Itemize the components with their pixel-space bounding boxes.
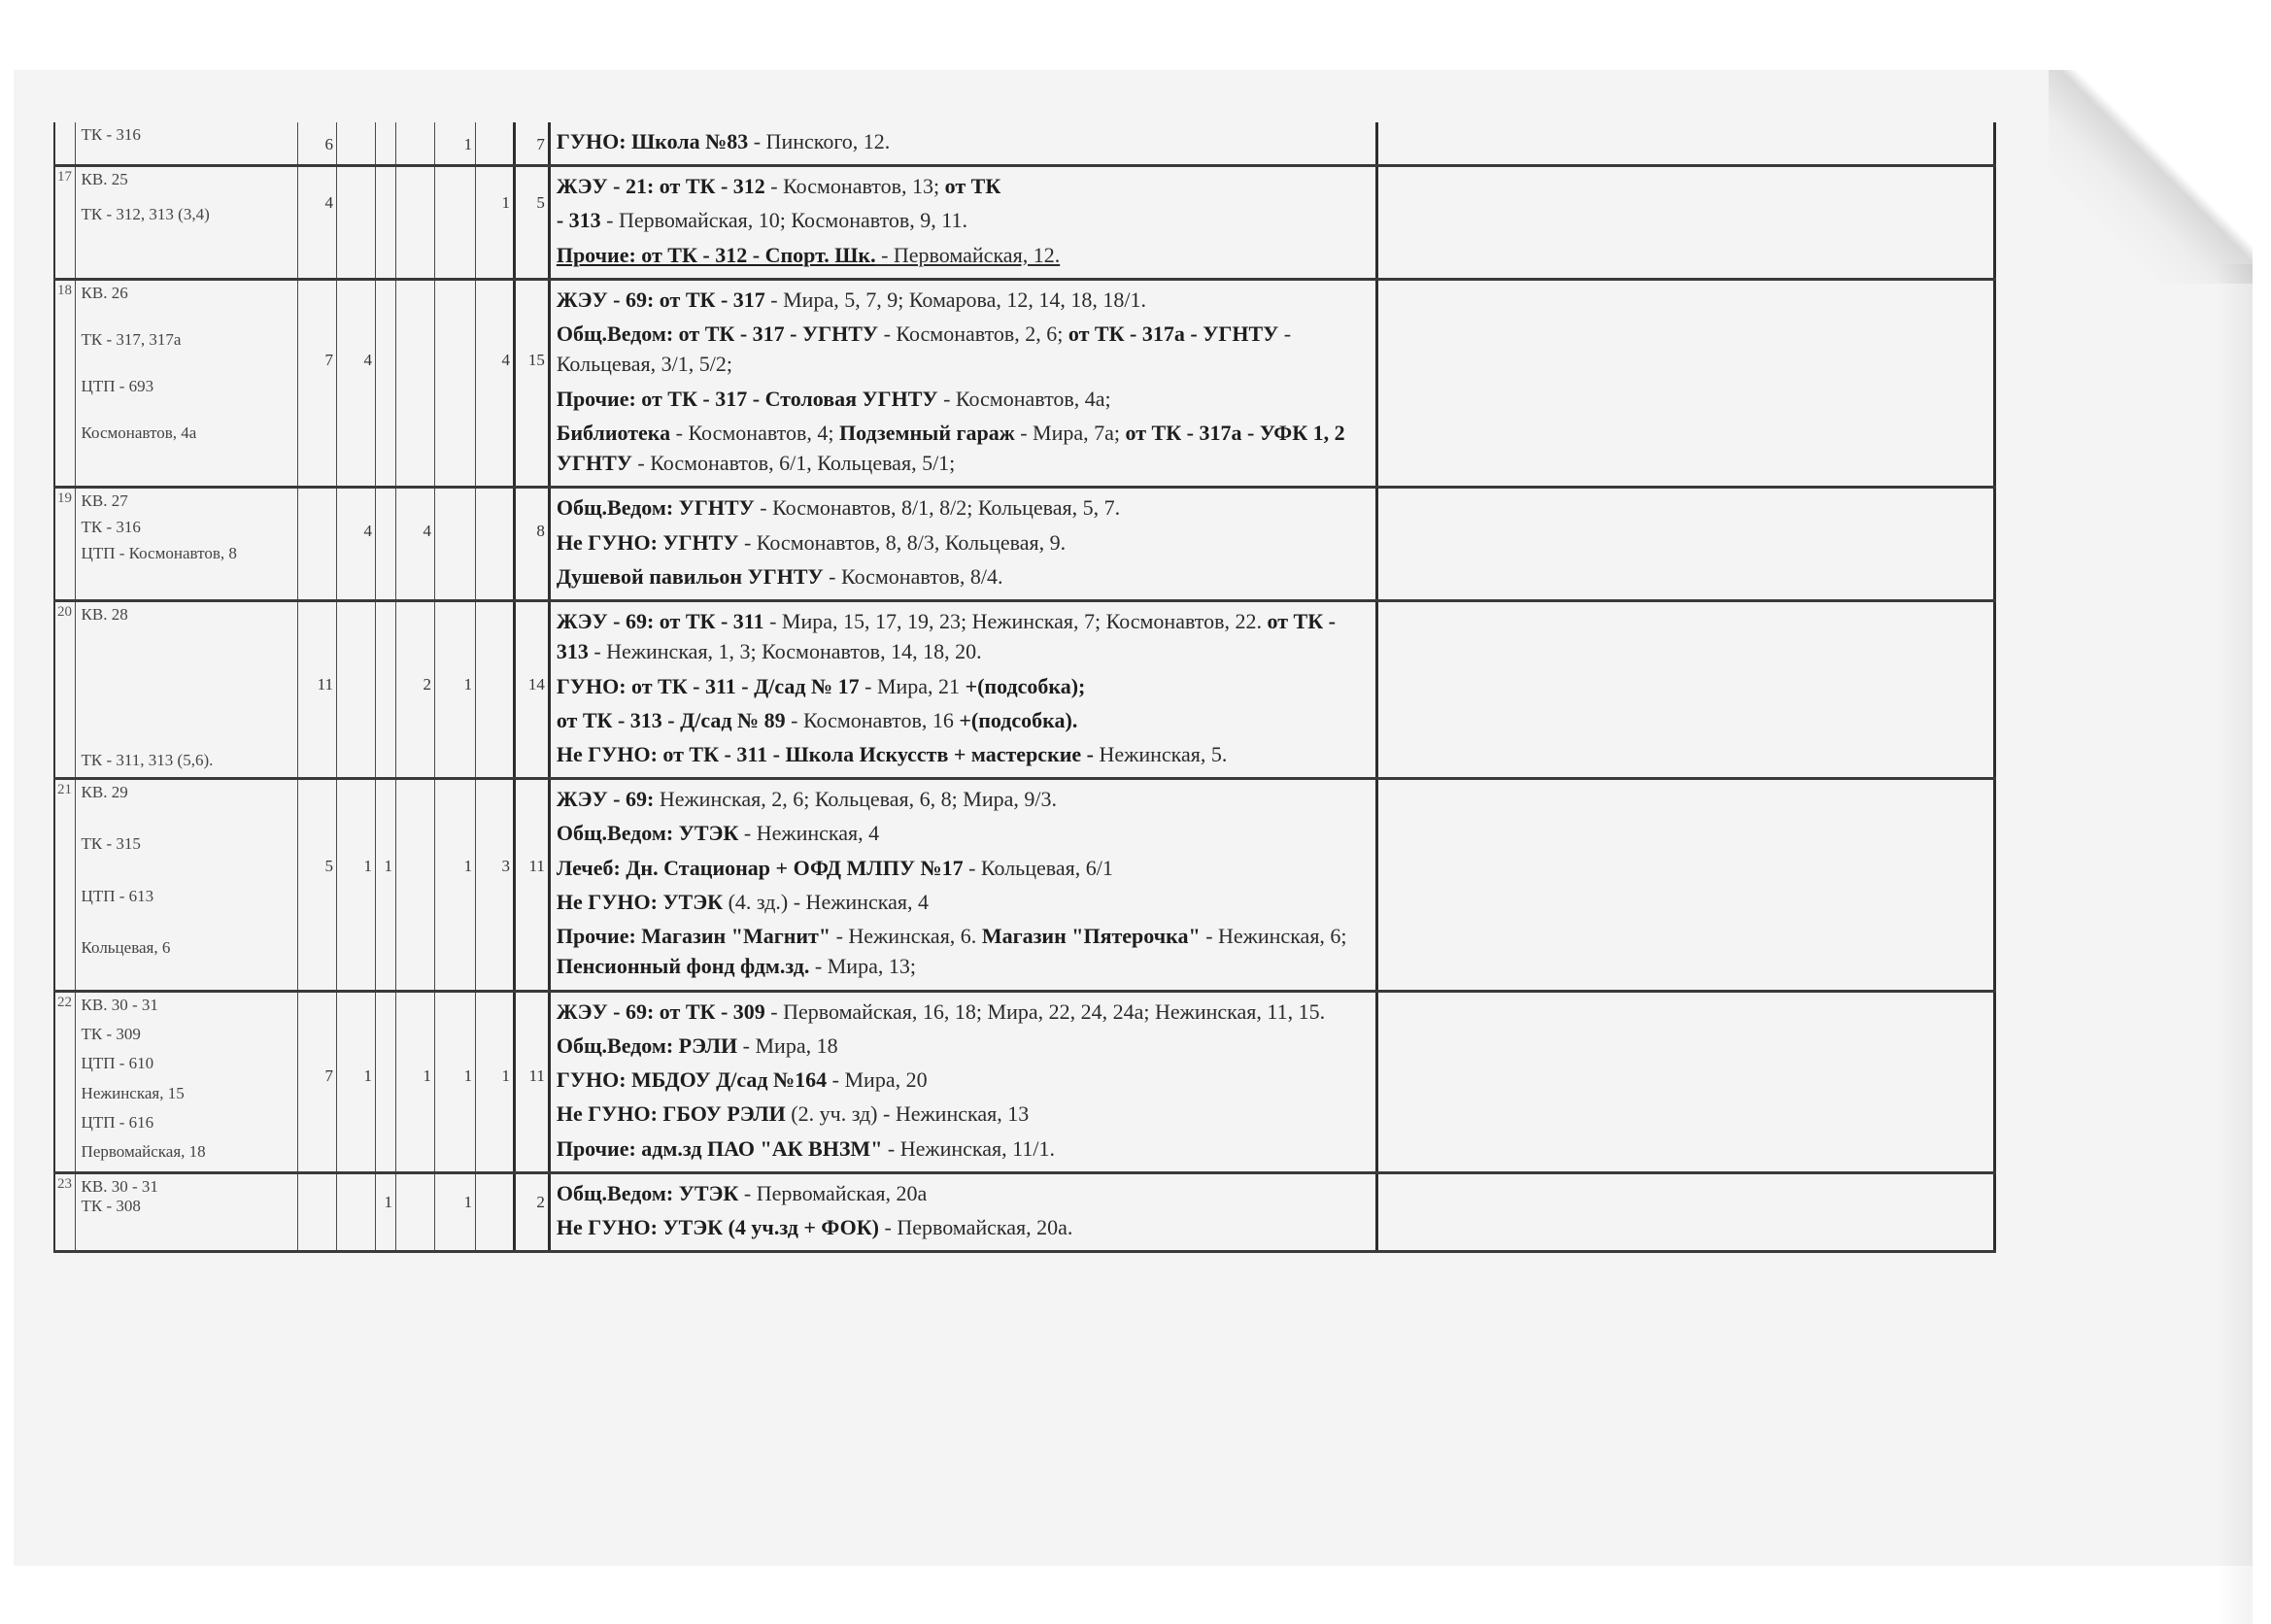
count-cell <box>515 166 550 280</box>
description-paragraph <box>557 1133 1370 1164</box>
count-value: 1 <box>363 1066 372 1085</box>
plain-text: - Кольцевая, 6/1 <box>963 855 1113 880</box>
bold-text: +(подсобка). <box>959 707 1078 732</box>
count-cell <box>297 122 336 166</box>
bold-text: Библиотека <box>556 420 671 445</box>
object-line: КВ. 30 - 31 <box>81 1176 158 1196</box>
plain-text: - Мира, 18 <box>737 1032 838 1058</box>
count-cell <box>434 601 475 779</box>
count-cell <box>375 122 395 166</box>
count-cell <box>476 279 515 487</box>
plain-text: - Мира, 20 <box>827 1067 928 1093</box>
bold-text: Общ.Ведом: от ТК - 317 - УГНТУ <box>556 321 879 347</box>
bold-text: ЖЭУ - 69: <box>556 787 655 812</box>
consumer-description <box>549 779 1376 991</box>
description-paragraph <box>557 205 1370 235</box>
count-cell <box>375 166 395 280</box>
row-number <box>54 166 75 280</box>
count-value: 1 <box>463 1192 473 1211</box>
count-value: 1 <box>384 857 392 876</box>
count-value: 4 <box>324 193 333 213</box>
plain-text: - Кольцевая, 3/1, 5/2; <box>556 321 1292 377</box>
count-value: 11 <box>528 1066 545 1085</box>
bold-text: +(подсобка); <box>965 673 1086 698</box>
plain-text: - Космонавтов, 16 <box>785 707 960 732</box>
plain-text: - Мира, 7а; <box>1014 420 1120 445</box>
object-cell <box>75 279 297 487</box>
count-cell <box>476 1172 515 1251</box>
description-paragraph <box>557 384 1370 414</box>
count-value: 1 <box>463 135 473 153</box>
plain-text: - Нежинская, 11/1. <box>882 1135 1055 1161</box>
bold-text: - 313 <box>556 208 601 233</box>
description-paragraph <box>557 1065 1370 1095</box>
object-line: ЦТП - 610 <box>81 1054 154 1073</box>
count-cell <box>395 488 434 601</box>
bold-text: ГУНО: МБДОУ Д/сад №164 <box>556 1067 828 1093</box>
row-number-text: 19 <box>57 491 72 507</box>
count-cell <box>395 122 434 166</box>
object-line: Первомайская, 18 <box>81 1142 206 1162</box>
bold-text: Подземный гараж <box>839 420 1015 445</box>
object-cell <box>75 601 297 779</box>
bold-text: ЖЭУ - 69: от ТК - 309 <box>556 998 765 1024</box>
bold-text: Не ГУНО: от ТК - 311 - Школа Искусств + мастерские - <box>556 741 1095 766</box>
description-paragraph <box>557 1212 1370 1242</box>
table-row <box>54 601 1995 779</box>
object-line: ЦТП - Космонавтов, 8 <box>81 543 237 562</box>
description-paragraph <box>557 853 1370 883</box>
description-paragraph <box>557 171 1370 201</box>
count-cell <box>336 601 375 779</box>
description-paragraph <box>557 561 1370 592</box>
empty-note-cell <box>1377 279 1995 487</box>
description-paragraph <box>557 671 1370 701</box>
count-cell <box>375 488 395 601</box>
count-cell <box>515 279 550 487</box>
plain-text: Нежинская, 5. <box>1094 741 1228 766</box>
plain-text: - Нежинская, 4 <box>738 821 880 846</box>
object-line: Кольцевая, 6 <box>81 937 171 957</box>
consumer-description <box>549 488 1376 601</box>
bold-text: ГУНО: от ТК - 311 - Д/сад № 17 <box>556 673 860 698</box>
object-cell <box>75 488 297 601</box>
plain-text: - Космонавтов, 4; <box>670 420 839 445</box>
object-line: ТК - 316 <box>81 125 141 144</box>
row-number <box>54 122 75 166</box>
object-line: КВ. 27 <box>81 491 128 511</box>
plain-text: - Нежинская, 6; <box>1200 924 1347 949</box>
plain-text: - Первомайская, 16, 18; Мира, 22, 24, 24а; Нежинская, 11, 15. <box>764 998 1326 1024</box>
plain-text: - Нежинская, 6. <box>830 924 982 949</box>
count-value: 1 <box>501 1066 511 1085</box>
plain-text: - Мира, 5, 7, 9; Комарова, 12, 14, 18, 18/1. <box>764 287 1146 312</box>
object-line: ТК - 316 <box>81 518 141 537</box>
description-paragraph <box>557 784 1370 814</box>
bold-text: ЖЭУ - 69: от ТК - 311 <box>556 609 764 634</box>
count-cell <box>297 488 336 601</box>
object-cell <box>75 1172 297 1251</box>
count-cell <box>515 122 550 166</box>
plain-text: (2. уч. зд) - Нежинская, 13 <box>785 1101 1030 1127</box>
count-cell <box>434 122 475 166</box>
object-cell <box>75 779 297 991</box>
plain-text: - Космонавтов, 6/1, Кольцевая, 5/1; <box>631 451 956 476</box>
row-number <box>54 279 75 487</box>
consumer-description <box>549 279 1376 487</box>
count-cell <box>297 991 336 1172</box>
count-cell <box>297 779 336 991</box>
count-cell <box>375 1172 395 1251</box>
object-line: ТК - 312, 313 (3,4) <box>81 204 210 223</box>
row-number <box>54 991 75 1172</box>
object-line: ТК - 309 <box>81 1024 141 1043</box>
bold-text: от ТК - 313 <box>556 609 1336 664</box>
plain-text: - Космонавтов, 8/4. <box>823 563 1003 589</box>
bold-text: Душевой павильон УГНТУ <box>556 563 824 589</box>
consumer-description <box>549 122 1376 166</box>
plain-text: - Мира, 13; <box>809 954 916 979</box>
count-cell <box>395 1172 434 1251</box>
row-number <box>54 779 75 991</box>
count-cell <box>476 991 515 1172</box>
plain-text: (4. зд.) - Нежинская, 4 <box>723 889 929 914</box>
bold-text: Не ГУНО: ГБОУ РЭЛИ <box>556 1101 786 1127</box>
count-cell <box>395 279 434 487</box>
description-paragraph <box>557 997 1370 1027</box>
bold-text: ЖЭУ - 69: от ТК - 317 <box>556 287 765 312</box>
count-value: 1 <box>384 1192 392 1211</box>
count-cell <box>375 779 395 991</box>
bold-text: Магазин "Пятерочка" <box>981 924 1201 949</box>
table-row <box>54 779 1995 991</box>
bold-text: ГУНО: Школа №83 <box>556 129 749 153</box>
bold-text: от ТК <box>939 174 1001 199</box>
count-cell <box>434 166 475 280</box>
page-shadow <box>2216 264 2253 1624</box>
row-number-text <box>55 122 75 126</box>
description-paragraph <box>557 739 1370 769</box>
row-number-text: 22 <box>57 994 72 1010</box>
plain-text: - Пинского, 12. <box>748 129 891 153</box>
plain-text: Нежинская, 2, 6; Кольцевая, 6, 8; Мира, 9/3. <box>654 787 1057 812</box>
object-line: ЦТП - 693 <box>81 376 154 395</box>
bold-text: Прочие: от ТК - 317 - Столовая УГНТУ <box>556 386 938 411</box>
object-cell <box>75 122 297 166</box>
table-row <box>54 1172 1995 1251</box>
object-line: ЦТП - 613 <box>81 886 154 905</box>
count-cell <box>476 488 515 601</box>
plain-text: - Первомайская, 20а. <box>879 1215 1073 1240</box>
count-cell <box>336 991 375 1172</box>
description-paragraph <box>557 319 1370 379</box>
count-cell <box>336 779 375 991</box>
count-cell <box>336 279 375 487</box>
row-number-text: 20 <box>57 604 72 621</box>
count-cell <box>395 779 434 991</box>
plain-text: - Космонавтов, 2, 6; <box>878 321 1064 347</box>
plain-text: - Первомайская, 20а <box>738 1180 928 1205</box>
bold-text: Лечеб: Дн. Стационар + ОФД МЛПУ №17 <box>556 855 964 880</box>
empty-note-cell <box>1377 166 1995 280</box>
empty-note-cell <box>1377 122 1995 166</box>
description-paragraph <box>557 527 1370 558</box>
count-value: 14 <box>527 675 545 694</box>
count-value: 15 <box>527 350 545 369</box>
count-value: 5 <box>536 193 545 213</box>
count-cell <box>434 779 475 991</box>
plain-text: - Космонавтов, 13; <box>764 174 940 199</box>
table-row <box>54 991 1995 1172</box>
description-paragraph <box>557 887 1370 917</box>
count-cell <box>515 488 550 601</box>
description-paragraph <box>557 1031 1370 1061</box>
count-value: 4 <box>363 350 372 369</box>
count-cell <box>395 601 434 779</box>
plain-text: - Космонавтов, 8, 8/3, Кольцевая, 9. <box>738 529 1067 555</box>
heat-supply-table <box>53 122 1996 1253</box>
bold-text: от ТК - 313 - Д/сад № 89 <box>556 707 786 732</box>
folded-corner <box>2049 70 2253 284</box>
empty-note-cell <box>1377 1172 1995 1251</box>
count-value: 4 <box>423 522 431 541</box>
bold-text: Общ.Ведом: УТЭК <box>556 821 739 846</box>
count-cell <box>395 991 434 1172</box>
bold-text: Общ.Ведом: УГНТУ <box>556 495 755 521</box>
count-value: 8 <box>536 522 545 541</box>
count-cell <box>375 279 395 487</box>
count-value: 1 <box>423 1066 431 1085</box>
bold-text: ЖЭУ - 21: от ТК - 312 <box>556 174 765 199</box>
count-cell <box>515 779 550 991</box>
bold-text: Прочие: от ТК - 312 - Спорт. Шк. <box>556 242 876 267</box>
count-value: 1 <box>463 1066 473 1085</box>
plain-text: - Космонавтов, 8/1, 8/2; Кольцевая, 5, 7. <box>754 495 1121 521</box>
description-paragraph <box>557 285 1370 315</box>
bold-text: Общ.Ведом: РЭЛИ <box>556 1032 738 1058</box>
count-cell <box>395 166 434 280</box>
empty-note-cell <box>1377 991 1995 1172</box>
empty-note-cell <box>1377 488 1995 601</box>
plain-text: - Мира, 15, 17, 19, 23; Нежинская, 7; Космонавтов, 22. <box>763 609 1263 634</box>
object-line: КВ. 29 <box>81 783 128 802</box>
table-row <box>54 166 1995 280</box>
bold-text: от ТК - 317а - УГНТУ <box>1063 321 1279 347</box>
object-cell <box>75 991 297 1172</box>
object-line: ТК - 311, 313 (5,6). <box>81 750 214 769</box>
bold-text: Не ГУНО: УТЭК <box>556 889 724 914</box>
count-cell <box>434 488 475 601</box>
consumer-description <box>549 166 1376 280</box>
count-cell <box>476 122 515 166</box>
description-paragraph <box>557 705 1370 735</box>
description-paragraph <box>557 418 1370 478</box>
bold-text: Прочие: адм.зд ПАО "АК ВНЗМ" <box>556 1135 883 1161</box>
consumer-description <box>549 991 1376 1172</box>
description-paragraph <box>557 818 1370 848</box>
description-paragraph <box>557 1099 1370 1129</box>
row-number <box>54 1172 75 1251</box>
bold-text: Прочие: Магазин "Магнит" <box>556 924 831 949</box>
count-value: 7 <box>324 1066 333 1085</box>
count-cell <box>297 166 336 280</box>
count-value: 11 <box>528 857 545 876</box>
count-cell <box>434 1172 475 1251</box>
bold-text: от ТК - 317а - УФК 1, 2 УГНТУ <box>556 420 1345 476</box>
count-cell <box>297 601 336 779</box>
count-cell <box>434 991 475 1172</box>
object-line: КВ. 30 - 31 <box>81 995 158 1014</box>
count-cell <box>515 601 550 779</box>
description-paragraph <box>557 921 1370 981</box>
object-line: КВ. 26 <box>81 283 128 302</box>
count-cell <box>515 991 550 1172</box>
consumer-description <box>549 1172 1376 1251</box>
consumer-description <box>549 601 1376 779</box>
count-value: 11 <box>317 675 333 694</box>
count-cell <box>336 488 375 601</box>
empty-note-cell <box>1377 601 1995 779</box>
object-line: ТК - 315 <box>81 834 141 854</box>
plain-text: - Космонавтов, 4а; <box>937 386 1111 411</box>
row-number <box>54 488 75 601</box>
object-line: ЦТП - 616 <box>81 1112 154 1132</box>
count-cell <box>515 1172 550 1251</box>
plain-text: - Мира, 21 <box>859 673 966 698</box>
description-paragraph <box>557 126 1370 156</box>
description-paragraph <box>557 1178 1370 1208</box>
count-cell <box>434 279 475 487</box>
description-paragraph <box>557 492 1370 523</box>
count-cell <box>336 1172 375 1251</box>
count-value: 1 <box>363 857 372 876</box>
row-number-text: 23 <box>57 1175 72 1192</box>
object-line: Нежинская, 15 <box>81 1083 185 1102</box>
count-value: 2 <box>536 1192 545 1211</box>
bold-text: Не ГУНО: УТЭК (4 уч.зд + ФОК) <box>556 1215 879 1240</box>
count-value: 1 <box>463 857 473 876</box>
description-paragraph <box>557 240 1370 270</box>
count-cell <box>297 279 336 487</box>
object-line: ТК - 308 <box>81 1197 141 1216</box>
count-cell <box>375 991 395 1172</box>
count-value: 3 <box>501 857 511 876</box>
table-row <box>54 279 1995 487</box>
object-line: Космонавтов, 4а <box>81 423 197 442</box>
row-number-text: 18 <box>57 282 72 298</box>
object-line: ТК - 317, 317а <box>81 329 182 349</box>
table-row <box>54 488 1995 601</box>
table-row <box>54 122 1995 166</box>
description-paragraph <box>557 606 1370 666</box>
count-value: 6 <box>324 135 333 153</box>
row-number-text: 21 <box>57 782 72 798</box>
count-cell <box>336 166 375 280</box>
count-value: 1 <box>501 193 511 213</box>
object-cell <box>75 166 297 280</box>
plain-text: - Первомайская, 10; Космонавтов, 9, 11. <box>600 208 967 233</box>
bold-text: Пенсионный фонд фдм.зд. <box>556 954 810 979</box>
count-cell <box>476 601 515 779</box>
count-value: 4 <box>501 350 511 369</box>
count-value: 1 <box>463 675 473 694</box>
count-cell <box>476 166 515 280</box>
count-cell <box>476 779 515 991</box>
count-value: 4 <box>363 522 372 541</box>
count-value: 5 <box>324 857 333 876</box>
count-value: 7 <box>536 135 545 153</box>
count-cell <box>336 122 375 166</box>
row-number-text: 17 <box>57 169 72 186</box>
count-cell <box>375 601 395 779</box>
empty-note-cell <box>1377 779 1995 991</box>
object-line: КВ. 28 <box>81 605 128 625</box>
count-value: 2 <box>423 675 431 694</box>
plain-text: - Нежинская, 1, 3; Космонавтов, 14, 18, 20. <box>588 639 982 664</box>
count-value: 7 <box>324 350 333 369</box>
bold-text: Не ГУНО: УГНТУ <box>556 529 739 555</box>
row-number <box>54 601 75 779</box>
bold-text: Общ.Ведом: УТЭК <box>556 1180 739 1205</box>
count-cell <box>297 1172 336 1251</box>
object-line: КВ. 25 <box>81 170 128 189</box>
plain-text: - Первомайская, 12. <box>875 242 1061 267</box>
